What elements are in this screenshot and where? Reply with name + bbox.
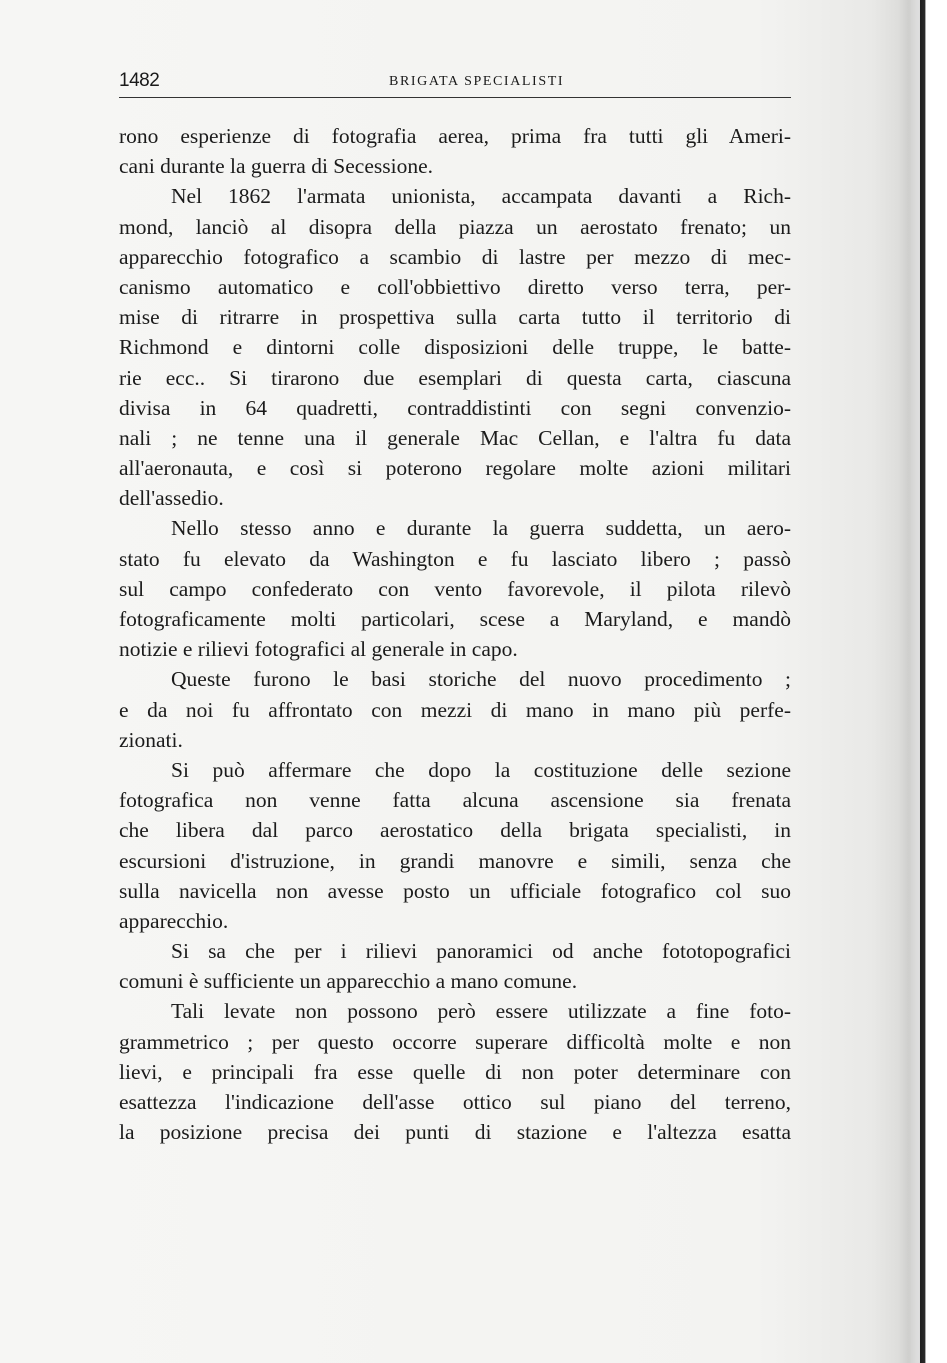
text-line: grammetrico ; per questo occorre superare difficoltà molte e non — [119, 1029, 791, 1054]
text-line: esattezza l'indicazione dell'asse ottico sul piano del terreno, — [119, 1090, 791, 1114]
text-line: Nel 1862 l'armata unionista, accampata davanti a Rich- — [171, 184, 791, 209]
text-line: dell'assedio. — [119, 486, 224, 511]
text-line: apparecchio. — [119, 908, 229, 933]
text-line: sul campo confederato con vento favorevole, il pilota rilevò — [119, 576, 791, 601]
text-line: notizie e rilievi fotografici al generale in capo. — [119, 637, 518, 662]
text-line: lievi, e principali fra esse quelle di non poter determinare con — [119, 1059, 791, 1084]
paragraph — [119, 513, 791, 664]
text-line: rono esperienze di fotografia aerea, prima fra tutti gli Ameri- — [119, 124, 791, 148]
text-line: la posizione precisa dei punti di stazione e l'altezza esatta — [119, 1120, 791, 1145]
paragraph — [119, 181, 791, 513]
running-title: BRIGATA SPECIALISTI — [389, 74, 565, 89]
text-line: sulla navicella non avesse posto un ufficiale fotografico col suo — [119, 878, 791, 903]
paragraph — [119, 664, 791, 755]
text-line: rie ecc.. Si tirarono due esemplari di questa carta, ciascuna — [119, 365, 791, 390]
text-line: cani durante la guerra di Secessione. — [119, 154, 434, 179]
page-number: 1482 — [119, 70, 160, 91]
paragraph — [119, 936, 791, 996]
text-line: fotograficamente molti particolari, scese a Maryland, e mandò — [119, 607, 791, 631]
body-text — [119, 121, 791, 1147]
text-line: e da noi fu affrontato con mezzi di mano in mano più perfe- — [119, 697, 791, 722]
text-line: divisa in 64 quadretti, contraddistinti con segni convenzio- — [119, 395, 791, 420]
text-line: fotografica non venne fatta alcuna ascensione sia frenata — [119, 788, 791, 813]
text-line: all'aeronauta, e così si poterono regolare molte azioni militari — [119, 456, 791, 481]
text-line: Si sa che per i rilievi panoramici od anche fototopografici — [171, 939, 791, 964]
text-line: Nello stesso anno e durante la guerra suddetta, un aero- — [171, 516, 791, 541]
text-line: mond, lanciò al disopra della piazza un aerostato frenato; un — [119, 214, 791, 239]
text-line: comuni è sufficiente un apparecchio a mano comune. — [119, 969, 578, 994]
text-line: Richmond e dintorni colle disposizioni delle truppe, le batte- — [119, 335, 791, 360]
page-edge-shadow — [898, 0, 920, 1363]
book-gutter — [920, 0, 947, 1363]
text-line: Tali levate non possono però essere utilizzate a fine foto- — [171, 999, 791, 1024]
text-line: che libera dal parco aerostatico della brigata specialisti, in — [119, 818, 791, 843]
text-line: Si può affermare che dopo la costituzione delle sezione — [171, 757, 791, 782]
text-line: apparecchio fotografico a scambio di lastre per mezzo di mec- — [119, 244, 791, 269]
text-line: Queste furono le basi storiche del nuovo procedimento ; — [171, 667, 791, 692]
page-header — [119, 68, 791, 98]
text-line: canismo automatico e coll'obbiettivo diretto verso terra, per- — [119, 274, 791, 299]
text-line: escursioni d'istruzione, in grandi manovre e simili, senza che — [119, 848, 791, 873]
paragraph — [119, 121, 791, 181]
paragraph — [119, 755, 791, 936]
text-line: zionati. — [119, 727, 183, 752]
text-line: nali ; ne tenne una il generale Mac Cellan, e l'altra fu data — [119, 425, 791, 450]
text-line: stato fu elevato da Washington e fu lasciato libero ; passò — [119, 546, 791, 571]
header-rule — [119, 97, 791, 98]
paragraph — [119, 996, 791, 1147]
text-line: mise di ritrarre in prospettiva sulla carta tutto il territorio di — [119, 305, 791, 330]
